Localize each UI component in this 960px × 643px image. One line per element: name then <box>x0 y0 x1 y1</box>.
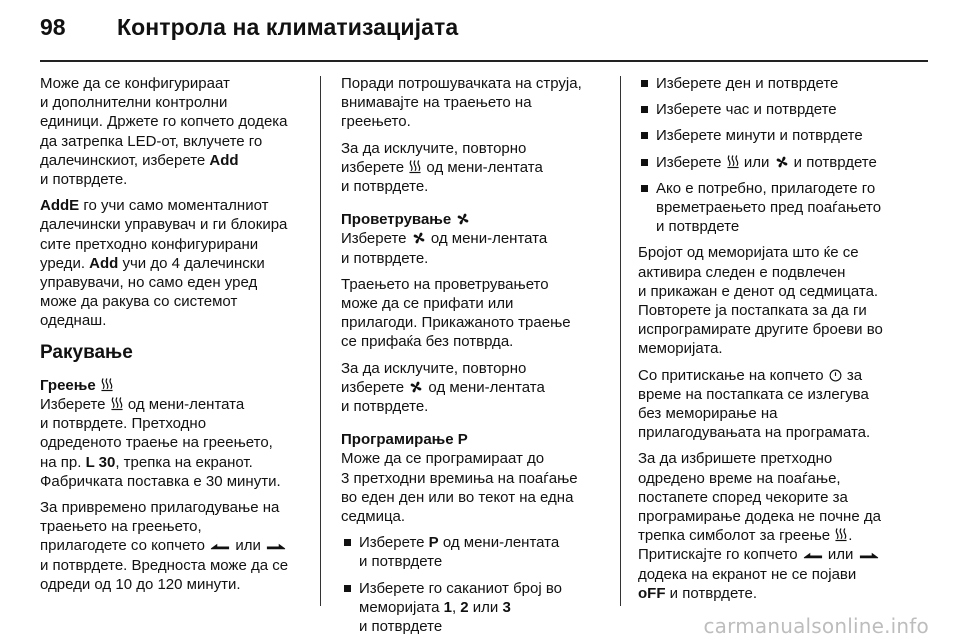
paragraph: Може да се конфигурираат и дополнителни контролни единици. Држете го копчето додека да затрепка LED-от, вклучете го далечинскиот, изберете Add и потврдете. <box>40 75 288 189</box>
list-item: Изберете час и потврдете <box>638 100 913 119</box>
paragraph: За привремено прилагодување на траењето на греењето, прилагодете со копчето или и потврдете. Вредноста може да се одреди од 10 до 120 минути. <box>40 499 289 593</box>
paragraph: За да избришете претходно одредено време на поаѓање, постапете според чекорите за програмирање додека не почне да трепка симболот за греење . Притискајте го копчето или додека на екранот не се појави oFF и потврдете. <box>638 450 881 602</box>
paragraph: Поради потрошувачката на струја, внимавајте на траењето на греењето. <box>341 75 582 131</box>
subheading-programming: Програмирање P <box>341 431 468 449</box>
heating-icon <box>111 396 123 411</box>
arrow-left-icon <box>803 550 823 561</box>
paragraph: Изберете од мени-лентата и потврдете. <box>341 230 548 267</box>
page-title: Контрола на климатизацијата <box>117 14 459 40</box>
column-2 <box>341 74 609 643</box>
page-number: 98 <box>40 14 66 40</box>
paragraph: Бројот од меморијата што ќе се активира следен е подвлечен и прикажан е денот од седмицата. Повторете ја постапката за да ги испрограмирате другите броеви во меморијата. <box>638 244 883 358</box>
heating-icon <box>835 527 847 542</box>
paragraph: Може да се програмираат до 3 претходни времиња на поаѓање во еден ден или во текот на една седмица. <box>341 450 578 526</box>
arrow-right-icon <box>266 541 286 552</box>
header-rule <box>40 60 928 62</box>
menu-option-add: Add <box>89 254 119 272</box>
display-value-off: oFF <box>638 584 666 602</box>
list-item: Изберете ден и потврдете <box>638 74 913 93</box>
bullet <box>641 132 648 139</box>
list-item: Ако е потребно, прилагодете го времетраењето пред поаѓањето и потврдете <box>638 179 913 237</box>
list-item: Изберете P од мени-лентата и потврдете <box>341 533 609 571</box>
fan-icon <box>409 380 423 394</box>
paragraph: За да исклучите, повторно изберете од мени-лентата и потврдете. <box>341 359 545 416</box>
fan-icon <box>775 155 789 169</box>
paragraph: Траењето на проветрувањето може да се прифати или прилагоди. Прикажаното траење се прифаќа без потврда. <box>341 275 571 351</box>
page-header <box>40 14 458 44</box>
menu-option-adde: AddE <box>40 197 80 215</box>
paragraph: Изберете од мени-лентата и потврдете. Претходно одреденото траење на греењето, на пр. L 30, трепка на екранот. Фабричката поставка е 30 минути. <box>40 396 281 490</box>
list-item: Изберете или и потврдете <box>638 153 913 172</box>
list-item: Изберете го саканиот број во меморијата 1, 2 или 3 и потврдете <box>341 579 609 637</box>
fan-icon <box>456 212 470 226</box>
paragraph: За да исклучите, повторно изберете од мени-лентата и потврдете. <box>341 139 543 196</box>
section-heading: Ракување <box>40 341 133 363</box>
arrow-right-icon <box>859 550 879 561</box>
bullet <box>641 106 648 113</box>
column-1 <box>40 74 308 601</box>
display-value: L 30 <box>85 453 116 471</box>
bullet <box>641 185 648 192</box>
watermark: carmanualsonline.info <box>703 614 929 638</box>
bullet <box>641 80 648 87</box>
menu-option-add: Add <box>209 151 239 169</box>
heating-icon <box>727 154 739 169</box>
list-item: Изберете минути и потврдете <box>638 126 913 145</box>
subheading-heating: Греење <box>40 376 308 395</box>
column-divider <box>320 76 321 606</box>
bullet <box>344 539 351 546</box>
subheading-ventilation: Проветрување <box>341 210 609 229</box>
column-divider <box>620 76 621 606</box>
paragraph: Со притискање на копчето за време на постапката се излегува без меморирање на прилагодувањата на програмата. <box>638 366 871 442</box>
clock-button-icon <box>829 369 842 382</box>
arrow-left-icon <box>210 541 230 552</box>
column-3 <box>638 74 913 610</box>
fan-icon <box>412 231 426 245</box>
heating-icon <box>101 377 113 392</box>
bullet <box>344 585 351 592</box>
bullet <box>641 159 648 166</box>
heating-icon <box>409 159 421 174</box>
paragraph: AddE го учи само моменталниот далечински управувач и ги блокира сите претходно конфигурирани уреди. Add учи до 4 далечински управувачи, но само еден уред може да ракува со системот одеднаш. <box>40 197 288 330</box>
